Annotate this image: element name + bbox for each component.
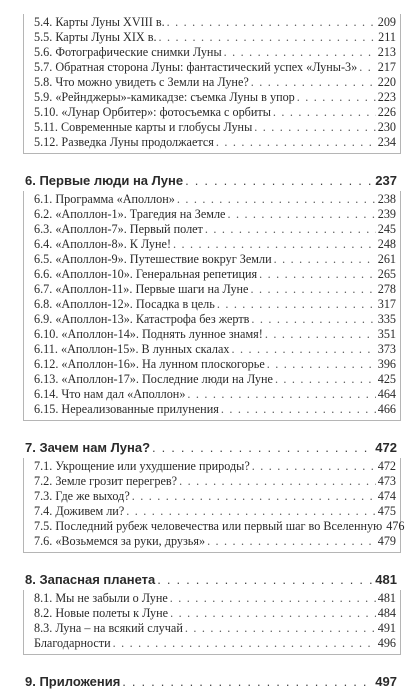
entry-page-number: 223 bbox=[377, 90, 396, 104]
toc-entry[interactable] bbox=[28, 534, 396, 549]
entry-page-number: 475 bbox=[377, 504, 396, 518]
toc-chapter-heading[interactable] bbox=[25, 172, 397, 190]
dot-leader bbox=[170, 606, 376, 621]
entry-page-number: 479 bbox=[377, 534, 396, 548]
toc-entry[interactable] bbox=[28, 90, 396, 105]
toc-entry[interactable] bbox=[28, 312, 396, 327]
dot-leader bbox=[187, 387, 375, 402]
toc-chapter-block bbox=[23, 433, 405, 553]
chapter-sections-box bbox=[23, 590, 401, 655]
entry-title: 6.8. «Аполлон-12». Посадка в цель bbox=[34, 297, 215, 311]
entry-page-number: 217 bbox=[377, 60, 396, 74]
entry-title: 5.11. Современные карты и глобусы Луны bbox=[34, 120, 253, 134]
entry-page-number: 466 bbox=[377, 402, 396, 416]
toc-entry[interactable] bbox=[28, 282, 396, 297]
chapter-page-number: 472 bbox=[375, 440, 397, 455]
entry-page-number: 220 bbox=[377, 75, 396, 89]
chapter-title: 6. Первые люди на Луне bbox=[25, 173, 184, 188]
chapter-title: 8. Запасная планета bbox=[25, 572, 156, 587]
entry-page-number: 317 bbox=[377, 297, 396, 311]
dot-leader bbox=[185, 172, 373, 190]
toc-entry[interactable] bbox=[28, 519, 405, 534]
dot-leader bbox=[173, 237, 376, 252]
entry-page-number: 261 bbox=[377, 252, 396, 266]
dot-leader bbox=[275, 372, 376, 387]
chapter-header bbox=[23, 565, 401, 590]
toc-chapter-heading[interactable] bbox=[25, 571, 397, 589]
entry-page-number: 472 bbox=[377, 459, 396, 473]
dot-leader bbox=[359, 60, 376, 75]
entry-page-number: 425 bbox=[377, 372, 396, 386]
dot-leader bbox=[227, 207, 375, 222]
entry-title: 6.15. Нереализованные прилунения bbox=[34, 402, 219, 416]
toc-chapter-block bbox=[23, 565, 401, 655]
chapter-sections-box bbox=[23, 458, 405, 553]
entry-title: 5.8. Что можно увидеть с Земли на Луне? bbox=[34, 75, 249, 89]
dot-leader bbox=[273, 105, 376, 120]
entry-page-number: 481 bbox=[377, 591, 396, 605]
entry-title: 6.14. Что нам дал «Аполлон» bbox=[34, 387, 186, 401]
entry-title: 6.1. Программа «Аполлон» bbox=[34, 192, 175, 206]
entry-page-number: 248 bbox=[377, 237, 396, 251]
entry-page-number: 245 bbox=[377, 222, 396, 236]
chapter-sections-box bbox=[23, 191, 401, 421]
entry-title: 6.9. «Аполлон-13». Катастрофа без жертв bbox=[34, 312, 250, 326]
entry-title: 6.7. «Аполлон-11». Первые шаги на Луне bbox=[34, 282, 249, 296]
entry-title: 5.4. Карты Луны XVIII в. bbox=[34, 15, 165, 29]
toc-chapter-block bbox=[23, 166, 401, 421]
dot-leader bbox=[159, 30, 377, 45]
entry-page-number: 373 bbox=[377, 342, 396, 356]
toc-entry[interactable] bbox=[28, 621, 396, 636]
toc-entry[interactable] bbox=[28, 75, 396, 90]
toc-entry[interactable] bbox=[28, 342, 396, 357]
toc-entry[interactable] bbox=[28, 135, 396, 150]
dot-leader bbox=[126, 504, 375, 519]
toc-entry[interactable] bbox=[28, 297, 396, 312]
entry-title: 6.2. «Аполлон-1». Трагедия на Земле bbox=[34, 207, 226, 221]
entry-title: 5.9. «Рейнджеры»-камикадзе: съемка Луны в упор bbox=[34, 90, 295, 104]
toc-entry[interactable] bbox=[28, 606, 396, 621]
toc-entry[interactable] bbox=[28, 402, 396, 417]
dot-leader bbox=[259, 267, 376, 282]
chapter-title: 7. Зачем нам Луна? bbox=[25, 440, 151, 455]
chapter-header bbox=[23, 433, 401, 458]
dot-leader bbox=[274, 252, 376, 267]
entry-page-number: 226 bbox=[377, 105, 396, 119]
toc-entry[interactable] bbox=[28, 474, 396, 489]
dot-leader bbox=[177, 192, 376, 207]
toc-entry[interactable] bbox=[28, 489, 396, 504]
dot-leader bbox=[251, 312, 375, 327]
entry-page-number: 278 bbox=[377, 282, 396, 296]
entry-title: 8.1. Мы не забыли о Луне bbox=[34, 591, 168, 605]
entry-page-number: 474 bbox=[377, 489, 396, 503]
entry-page-number: 238 bbox=[377, 192, 396, 206]
dot-leader bbox=[251, 75, 376, 90]
toc-entry[interactable] bbox=[28, 372, 396, 387]
chapter-header bbox=[23, 667, 401, 692]
toc-entry[interactable] bbox=[28, 504, 396, 519]
dot-leader bbox=[179, 474, 376, 489]
chapter-page-number: 237 bbox=[375, 173, 397, 188]
entry-title: 6.6. «Аполлон-10». Генеральная репетиция bbox=[34, 267, 258, 281]
entry-page-number: 491 bbox=[377, 621, 396, 635]
dot-leader bbox=[265, 327, 376, 342]
toc-chapter-heading[interactable] bbox=[25, 439, 397, 457]
toc-entry[interactable] bbox=[28, 105, 396, 120]
dot-leader bbox=[217, 297, 376, 312]
toc-entry[interactable] bbox=[28, 252, 396, 267]
toc-entry[interactable] bbox=[28, 591, 396, 606]
toc-section-5-continued bbox=[23, 14, 401, 154]
toc-entry[interactable] bbox=[28, 45, 396, 60]
toc-entry[interactable] bbox=[28, 357, 396, 372]
toc-chapter-block bbox=[23, 667, 401, 692]
chapter-page-number: 497 bbox=[375, 674, 397, 689]
entry-title: 6.3. «Аполлон-7». Первый полет bbox=[34, 222, 203, 236]
chapter-title: 9. Приложения bbox=[25, 674, 121, 689]
toc-entry[interactable] bbox=[28, 30, 396, 45]
table-of-contents bbox=[23, 14, 405, 692]
entry-title: 7.4. Доживем ли? bbox=[34, 504, 125, 518]
dot-leader bbox=[167, 15, 376, 30]
dot-leader bbox=[216, 135, 376, 150]
entry-title: 6.5. «Аполлон-9». Путешествие вокруг Земли bbox=[34, 252, 272, 266]
entry-title: 6.13. «Аполлон-17». Последние люди на Луне bbox=[34, 372, 273, 386]
entry-title: 5.7. Обратная сторона Луны: фантастический успех «Луны-3» bbox=[34, 60, 358, 74]
chapter-header bbox=[23, 166, 401, 191]
entry-page-number: 239 bbox=[377, 207, 396, 221]
entry-title: 7.2. Земле грозит перегрев? bbox=[34, 474, 178, 488]
toc-entry[interactable] bbox=[28, 387, 396, 402]
entry-page-number: 496 bbox=[377, 636, 396, 650]
entry-title: 7.6. «Возьмемся за руки, друзья» bbox=[34, 534, 206, 548]
entry-page-number: 335 bbox=[377, 312, 396, 326]
dot-leader bbox=[232, 342, 376, 357]
entry-title: 5.12. Разведка Луны продолжается bbox=[34, 135, 214, 149]
toc-entry[interactable] bbox=[28, 636, 396, 651]
entry-title: 5.10. «Лунар Орбитер»: фотосъемка с орбиты bbox=[34, 105, 271, 119]
entry-page-number: 230 bbox=[377, 120, 396, 134]
entry-title: Благодарности bbox=[34, 636, 111, 650]
entry-title: 8.3. Луна – на всякий случай bbox=[34, 621, 183, 635]
toc-chapters bbox=[23, 166, 405, 692]
entry-page-number: 265 bbox=[377, 267, 396, 281]
dot-leader bbox=[122, 673, 373, 691]
entry-title: 6.4. «Аполлон-8». К Луне! bbox=[34, 237, 172, 251]
toc-entry[interactable] bbox=[28, 207, 396, 222]
dot-leader bbox=[207, 534, 376, 549]
dot-leader bbox=[157, 571, 373, 589]
dot-leader bbox=[113, 636, 376, 651]
entry-title: 7.5. Последний рубеж человечества или первый шаг во Вселенную bbox=[34, 519, 383, 533]
entry-page-number: 484 bbox=[377, 606, 396, 620]
dot-leader bbox=[205, 222, 376, 237]
dot-leader bbox=[297, 90, 376, 105]
entry-page-number: 234 bbox=[377, 135, 396, 149]
toc-entry[interactable] bbox=[28, 222, 396, 237]
toc-entry[interactable] bbox=[28, 267, 396, 282]
entry-title: 7.3. Где же выход? bbox=[34, 489, 130, 503]
entry-page-number: 476 bbox=[386, 519, 405, 533]
dot-leader bbox=[254, 120, 375, 135]
dot-leader bbox=[267, 357, 376, 372]
entry-page-number: 351 bbox=[377, 327, 396, 341]
toc-entry[interactable] bbox=[28, 327, 396, 342]
dot-leader bbox=[250, 282, 375, 297]
toc-entry[interactable] bbox=[28, 459, 396, 474]
entry-title: 5.5. Карты Луны XIX в. bbox=[34, 30, 157, 44]
toc-entry[interactable] bbox=[28, 60, 396, 75]
dot-leader bbox=[224, 45, 376, 60]
entry-title: 6.12. «Аполлон-16». На лунном плоскогорье bbox=[34, 357, 265, 371]
entry-page-number: 473 bbox=[377, 474, 396, 488]
entry-page-number: 464 bbox=[377, 387, 396, 401]
entry-page-number: 396 bbox=[377, 357, 396, 371]
toc-entry[interactable] bbox=[28, 120, 396, 135]
entry-title: 6.11. «Аполлон-15». В лунных скалах bbox=[34, 342, 230, 356]
dot-leader bbox=[221, 402, 376, 417]
entry-page-number: 213 bbox=[377, 45, 396, 59]
dot-leader bbox=[252, 459, 376, 474]
entry-title: 7.1. Укрощение или ухудшение природы? bbox=[34, 459, 250, 473]
dot-leader bbox=[185, 621, 376, 636]
toc-chapter-heading[interactable] bbox=[25, 673, 397, 691]
dot-leader bbox=[170, 591, 376, 606]
entry-page-number: 211 bbox=[378, 30, 396, 44]
entry-title: 8.2. Новые полеты к Луне bbox=[34, 606, 169, 620]
toc-entry[interactable] bbox=[28, 237, 396, 252]
entry-page-number: 209 bbox=[377, 15, 396, 29]
chapter-page-number: 481 bbox=[375, 572, 397, 587]
dot-leader bbox=[152, 439, 373, 457]
toc-entry[interactable] bbox=[28, 15, 396, 30]
dot-leader bbox=[132, 489, 376, 504]
entry-title: 6.10. «Аполлон-14». Поднять лунное знамя! bbox=[34, 327, 263, 341]
entry-title: 5.6. Фотографические снимки Луны bbox=[34, 45, 222, 59]
toc-entry[interactable] bbox=[28, 192, 396, 207]
